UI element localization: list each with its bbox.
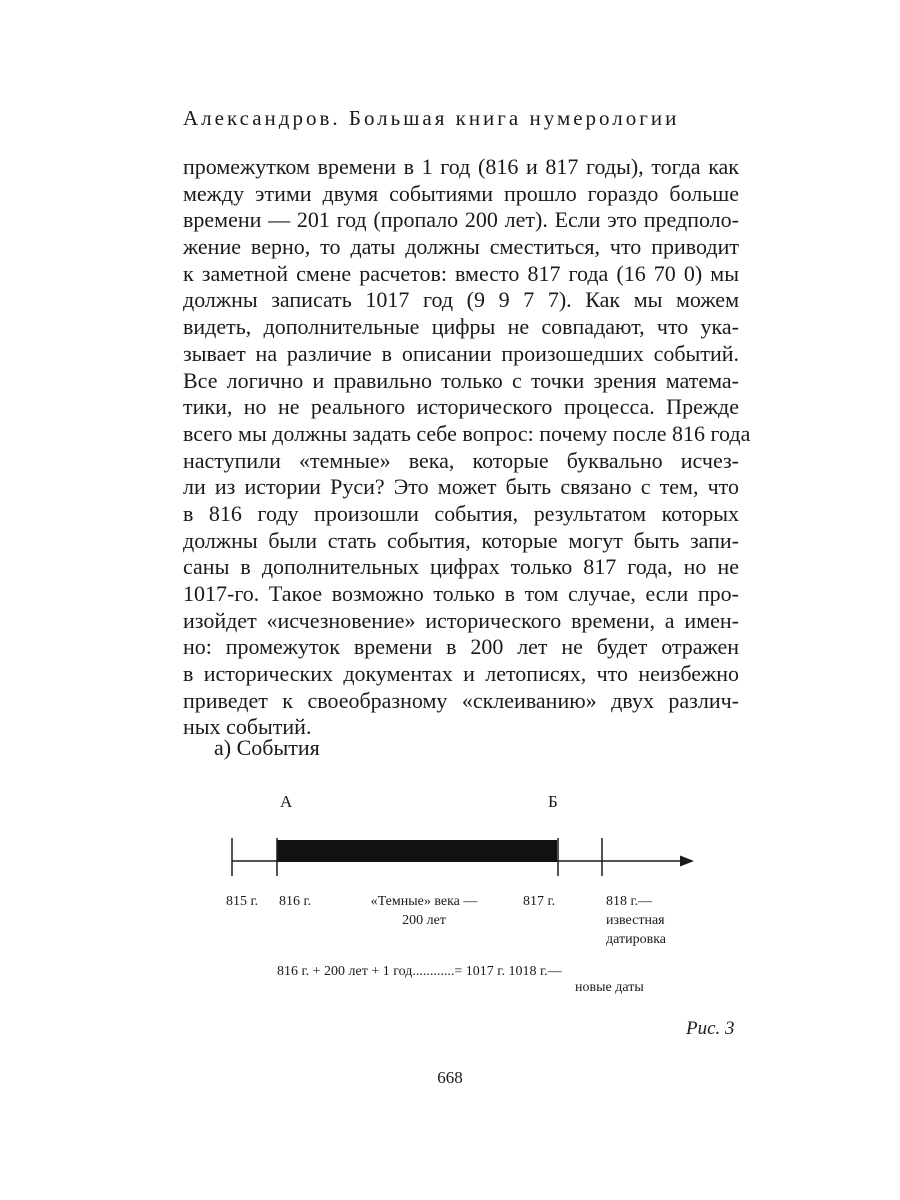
new-dates-label: новые даты	[575, 980, 644, 995]
text-line: приведет к своеобразному «склеиванию» двух различ-	[183, 687, 739, 713]
text-line: в исторических документах и летописях, что неизбежно	[183, 661, 739, 687]
text-line: времени — 201 год (пропало 200 лет). Если это предполо-	[183, 207, 739, 233]
label-817: 817 г.	[523, 894, 556, 909]
text-line: к заметной смене расчетов: вместо 817 года (16 70 0) мы	[183, 260, 739, 286]
text-line: промежутком времени в 1 год (816 и 817 годы), тогда как	[183, 154, 739, 179]
label-818-line3: датировка	[606, 932, 666, 947]
timeline-arrowhead	[680, 856, 694, 867]
text-line: ных событий.	[183, 714, 312, 740]
label-818-line2: известная	[606, 913, 665, 928]
text-line: всего мы должны задать себе вопрос: почему после 816 года	[183, 420, 751, 446]
dark-ages-line2: 200 лет	[402, 913, 446, 928]
text-line: но: промежуток времени в 200 лет не будет отражен	[183, 634, 739, 660]
label-818-line1: 818 г.—	[606, 894, 653, 909]
point-a-label: А	[280, 792, 293, 811]
text-line: между этими двумя событиями прошло гораздо больше	[183, 180, 739, 206]
text-line: должны были стать события, которые могут быть запи-	[183, 527, 739, 553]
text-line: в 816 году произошли события, результатом которых	[183, 500, 739, 526]
formula-line: 816 г. + 200 лет + 1 год............= 1017 г. 1018 г.—	[277, 964, 562, 979]
page-number: 668	[437, 1068, 463, 1087]
text-line: Все логично и правильно только с точки зрения матема-	[183, 367, 739, 393]
subfigure-caption: а) События	[214, 735, 320, 760]
text-line: ли из истории Руси? Это может быть связано с тем, что	[183, 474, 739, 500]
label-818	[606, 892, 666, 949]
dark-ages-bar	[277, 840, 557, 862]
running-header: Александров. Большая книга нумерологии	[183, 106, 680, 130]
text-line: тики, но не реального исторического процесса. Прежде	[183, 394, 739, 420]
text-line: видеть, дополнительные цифры не совпадают, что ука-	[183, 314, 739, 340]
dark-ages-line1: «Темные» века —	[370, 894, 478, 909]
point-b-label: Б	[548, 792, 558, 811]
label-816: 816 г.	[279, 894, 312, 909]
text-line: 1017-го. Такое возможно только в том случае, если про-	[183, 581, 739, 606]
text-line: саны в дополнительных цифрах только 817 года, но не	[183, 554, 739, 580]
dark-ages-label	[358, 892, 490, 930]
text-line: должны записать 1017 год (9 9 7 7). Как мы можем	[183, 287, 739, 313]
label-815: 815 г.	[226, 894, 259, 909]
text-line: наступили «темные» века, которые буквально исчез-	[183, 447, 739, 473]
text-line: зывает на различие в описании произошедших событий.	[183, 340, 739, 366]
figure-caption: Рис. 3	[686, 1018, 735, 1039]
text-line: изойдет «исчезновение» исторического времени, а имен-	[183, 607, 739, 633]
text-line: жение верно, то даты должны сместиться, что приводит	[183, 234, 739, 260]
